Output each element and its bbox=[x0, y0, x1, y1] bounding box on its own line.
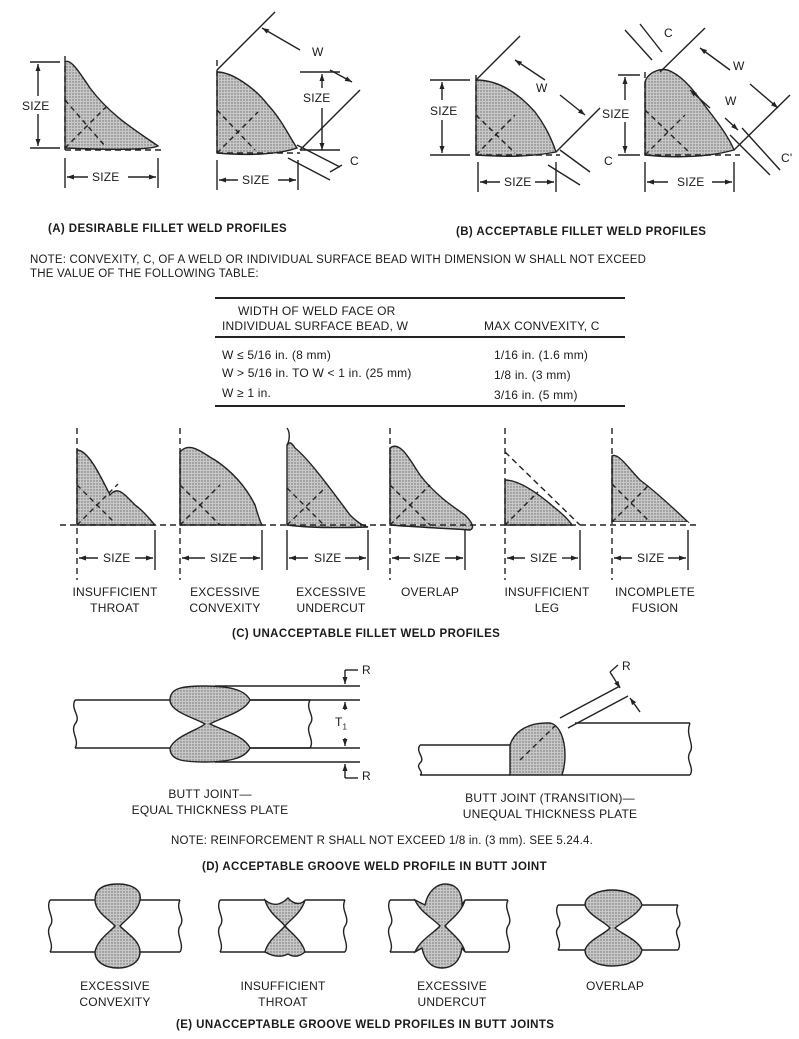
table-col1-header-line1: WIDTH OF WELD FACE OR bbox=[238, 304, 396, 318]
groove-excessive-convexity bbox=[49, 884, 182, 968]
dim-w-b2-outer: W bbox=[733, 59, 745, 73]
table-row-c: 3/16 in. (5 mm) bbox=[494, 388, 578, 402]
dim-c-a2: C bbox=[350, 154, 359, 168]
dim-r-bottom: R bbox=[362, 769, 371, 783]
dim-size-c1: SIZE bbox=[103, 551, 131, 565]
groove-overlap bbox=[557, 890, 680, 966]
caption-acceptable-fillet: (B) ACCEPTABLE FILLET WELD PROFILES bbox=[456, 226, 707, 238]
caption-unacceptable-groove: (E) UNACCEPTABLE GROOVE WELD PROFILES IN BUTT JOINTS bbox=[176, 1019, 555, 1031]
label-overlap: OVERLAP bbox=[400, 585, 460, 599]
label-groove-excessive-undercut: EXCESSIVE UNDERCUT bbox=[417, 979, 487, 1009]
label-excessive-convexity: EXCESSIVE CONVEXITY bbox=[189, 585, 261, 615]
dim-size-b2-v: SIZE bbox=[602, 107, 630, 121]
dim-c-b2: C bbox=[664, 26, 673, 40]
dim-w-a2: W bbox=[312, 45, 324, 59]
table-col1-header-line2: INDIVIDUAL SURFACE BEAD, W bbox=[222, 319, 409, 333]
caption-acceptable-groove: (D) ACCEPTABLE GROOVE WELD PROFILE IN BUTT JOINT bbox=[202, 861, 548, 873]
dim-size-a2-h: SIZE bbox=[242, 173, 270, 187]
groove-excessive-undercut bbox=[389, 884, 510, 968]
label-excessive-undercut: EXCESSIVE UNDERCUT bbox=[296, 585, 366, 615]
dim-size-a1-h: SIZE bbox=[92, 170, 120, 184]
label-insufficient-throat: INSUFFICIENT THROAT bbox=[72, 585, 158, 615]
dim-size-c4: SIZE bbox=[413, 551, 441, 565]
label-groove-insufficient-throat: INSUFFICIENT THROAT bbox=[240, 979, 326, 1009]
fillet-acceptable-2 bbox=[618, 24, 793, 192]
dim-c-prime-b2: C' bbox=[781, 151, 793, 165]
fillet-desirable-2 bbox=[217, 12, 360, 190]
dim-size-b2-h: SIZE bbox=[677, 175, 705, 189]
table-row-w: W ≥ 1 in. bbox=[222, 386, 272, 400]
dim-size-c2: SIZE bbox=[210, 551, 238, 565]
table-row-c: 1/16 in. (1.6 mm) bbox=[494, 348, 589, 362]
caption-desirable-fillet: (A) DESIRABLE FILLET WELD PROFILES bbox=[48, 223, 288, 235]
dim-size-a1-v: SIZE bbox=[22, 99, 50, 113]
groove-insufficient-throat bbox=[219, 898, 347, 956]
butt-joint-equal bbox=[74, 670, 360, 778]
dim-size-c5: SIZE bbox=[530, 551, 558, 565]
dim-size-c6: SIZE bbox=[637, 551, 665, 565]
dim-size-c3: SIZE bbox=[314, 551, 342, 565]
butt-joint-transition bbox=[419, 665, 692, 775]
label-groove-excessive-convexity: EXCESSIVE CONVEXITY bbox=[79, 979, 151, 1009]
dim-t1: $T_1$ bbox=[335, 715, 348, 732]
table-row-c: 1/8 in. (3 mm) bbox=[494, 368, 571, 382]
note-convexity-line2: THE VALUE OF THE FOLLOWING TABLE: bbox=[30, 268, 259, 280]
dim-w-b2-inner: W bbox=[725, 94, 737, 108]
label-butt-joint-equal: BUTT JOINT— EQUAL THICKNESS PLATE bbox=[131, 787, 289, 817]
dim-w-b1: W bbox=[536, 81, 548, 95]
dim-r-transition: R bbox=[622, 659, 631, 673]
table-row-w: W > 5/16 in. TO W < 1 in. (25 mm) bbox=[222, 366, 412, 380]
note-convexity-line1: NOTE: CONVEXITY, C, OF A WELD OR INDIVIDUAL SURFACE BEAD WITH DIMENSION W SHALL NOT EXCEED bbox=[30, 254, 647, 266]
label-incomplete-fusion: INCOMPLETE FUSION bbox=[614, 585, 695, 615]
caption-unacceptable-fillet: (C) UNACCEPTABLE FILLET WELD PROFILES bbox=[232, 628, 501, 640]
table-col2-header: MAX CONVEXITY, C bbox=[484, 319, 600, 333]
dim-size-a2-v: SIZE bbox=[303, 91, 331, 105]
label-butt-joint-transition: BUTT JOINT (TRANSITION)— UNEQUAL THICKNESS PLATE bbox=[462, 791, 638, 821]
dim-size-b1-v: SIZE bbox=[430, 104, 458, 118]
fillet-desirable-1 bbox=[30, 56, 165, 188]
label-insufficient-leg: INSUFFICIENT LEG bbox=[504, 585, 590, 615]
fillet-excessive-undercut bbox=[287, 428, 368, 570]
dim-c-b1: C bbox=[604, 154, 613, 168]
dim-size-b1-h: SIZE bbox=[504, 175, 532, 189]
table-row-w: W ≤ 5/16 in. (8 mm) bbox=[222, 348, 332, 362]
label-groove-overlap: OVERLAP bbox=[585, 979, 645, 993]
dim-r-top: R bbox=[362, 663, 371, 677]
note-reinforcement: NOTE: REINFORCEMENT R SHALL NOT EXCEED 1/8 in. (3 mm). SEE 5.24.4. bbox=[171, 835, 593, 847]
